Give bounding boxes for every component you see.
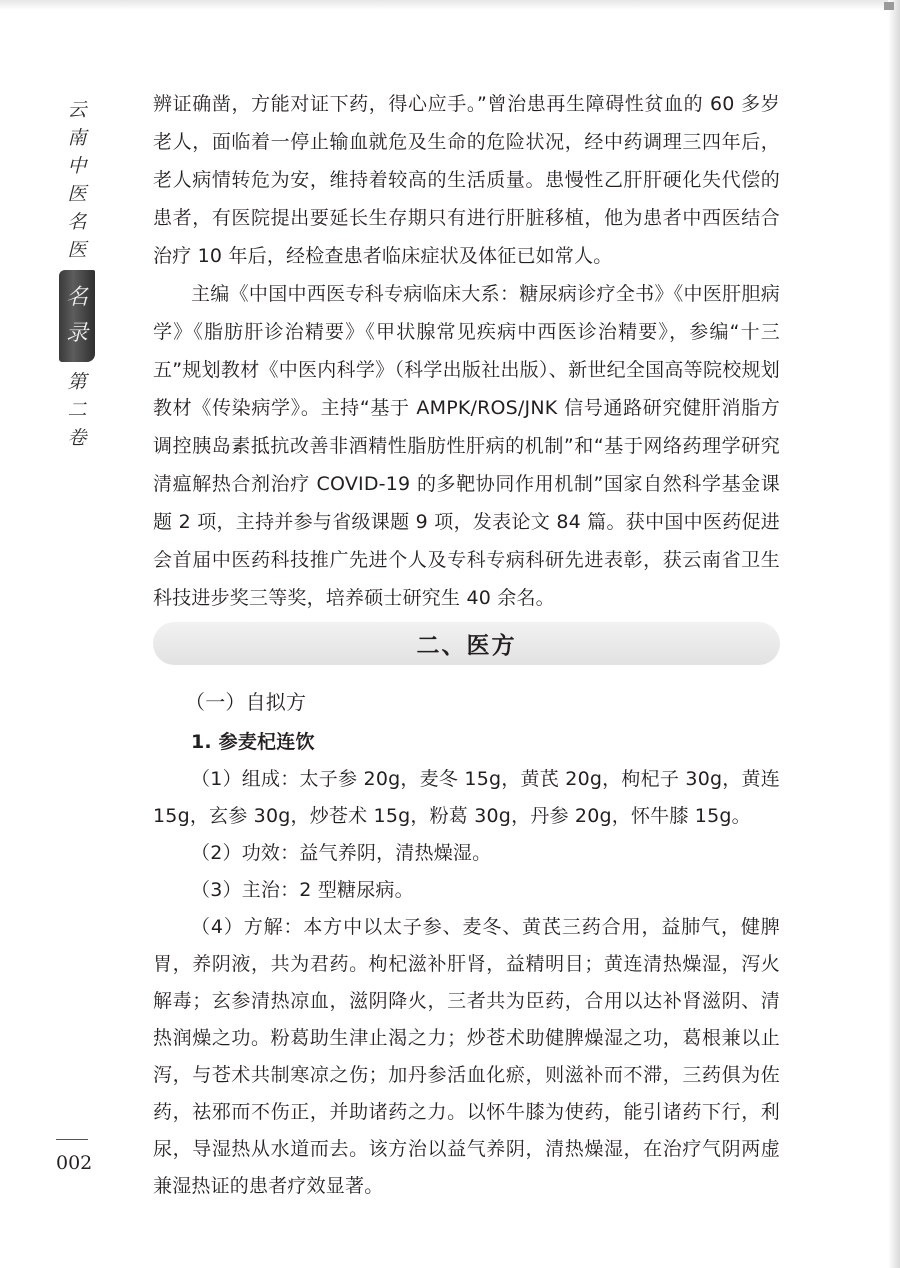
intro-body — [153, 85, 780, 617]
intro-paragraph-2: 主编《中国中西医专科专病临床大系：糖尿病诊疗全书》《中医肝胆病学》《脂肪肝诊治精要》《甲状腺常见疾病中西医诊治精要》，参编“十三五”规划教材《中医内科学》（科学出版社出版）、新世纪全国高等院校规划教材《传染病学》。主持“基于 AMPK/ROS/JNK 信号通路研究健肝消脂方调控胰岛素抵抗改善非酒精性脂肪性肝病的机制”和“基于网络药理学研究清瘟解热合剂治疗 COVID-19 的多靶协同作用机制”国家自然科学基金课题 2 项，主持并参与省级课题 9 项，发表论文 84 篇。获中国中医药促进会首届中医药科技推广先进个人及专科专病科研先进表彰，获云南省卫生科技进步奖三等奖，培养硕士研究生 40 余名。 — [153, 283, 780, 609]
intro-paragraph-1: 辨证确凿，方能对证下药，得心应手。”曾治患再生障碍性贫血的 60 多岁老人，面临着一停止输血就危及生命的危险状况，经中药调理三四年后，老人病情转危为安，维持着较高的生活质量。患慢性乙肝肝硬化失代偿的患者，有医院提出要延长生存期只有进行肝脏移植，他为患者中西医结合治疗 10 年后，经检查患者临床症状及体征已如常人。 — [153, 93, 780, 267]
corner-mark — [884, 2, 894, 10]
running-header-volume: 第二卷 — [67, 371, 87, 449]
formula-title: 1. 参麦杞连饮 — [191, 731, 315, 753]
formula-composition: （1）组成：太子参 20g，麦冬 15g，黄芪 20g，枸杞子 30g，黄连 15g，玄参 30g，炒苍术 15g，粉葛 30g，丹参 20g，怀牛膝 15g。 — [153, 768, 780, 827]
formula-indication: （3）主治：2 型糖尿病。 — [191, 879, 414, 901]
formula-efficacy: （2）功效：益气养阴，清热燥湿。 — [191, 842, 492, 864]
page-right-edge — [888, 0, 900, 1268]
page-number: 002 — [56, 1152, 93, 1174]
section-heading-banner — [153, 622, 780, 665]
section-title: 二、医方 — [416, 632, 517, 659]
folio-rule — [56, 1139, 88, 1140]
running-header — [56, 96, 98, 452]
subsection-title: （一）自拟方 — [185, 690, 307, 714]
page-top-shadow — [0, 0, 900, 10]
running-header-top: 云南中医名医 — [67, 99, 87, 261]
formula-explanation: （4）方解：本方中以太子参、麦冬、黄芪三药合用，益肺气，健脾胃，养阴液，共为君药。枸杞滋补肝肾，益精明目；黄连清热燥湿，泻火解毒；玄参清热凉血，滋阴降火，三者共为臣药，合用以达补肾滋阴、清热润燥之功。粉葛助生津止渴之力；炒苍术助健脾燥湿之功，葛根兼以止泻，与苍术共制寒凉之伤；加丹参活血化瘀，则滋补而不滞，三药俱为佐药，祛邪而不伤正，并助诸药之力。以怀牛膝为使药，能引诸药下行，利尿，导湿热从水道而去。该方治以益气养阴，清热燥湿，在治疗气阴两虚兼湿热证的患者疗效显著。 — [153, 916, 780, 1197]
running-header-brush-block: 名录 — [59, 270, 95, 362]
formula-section — [153, 682, 780, 1205]
